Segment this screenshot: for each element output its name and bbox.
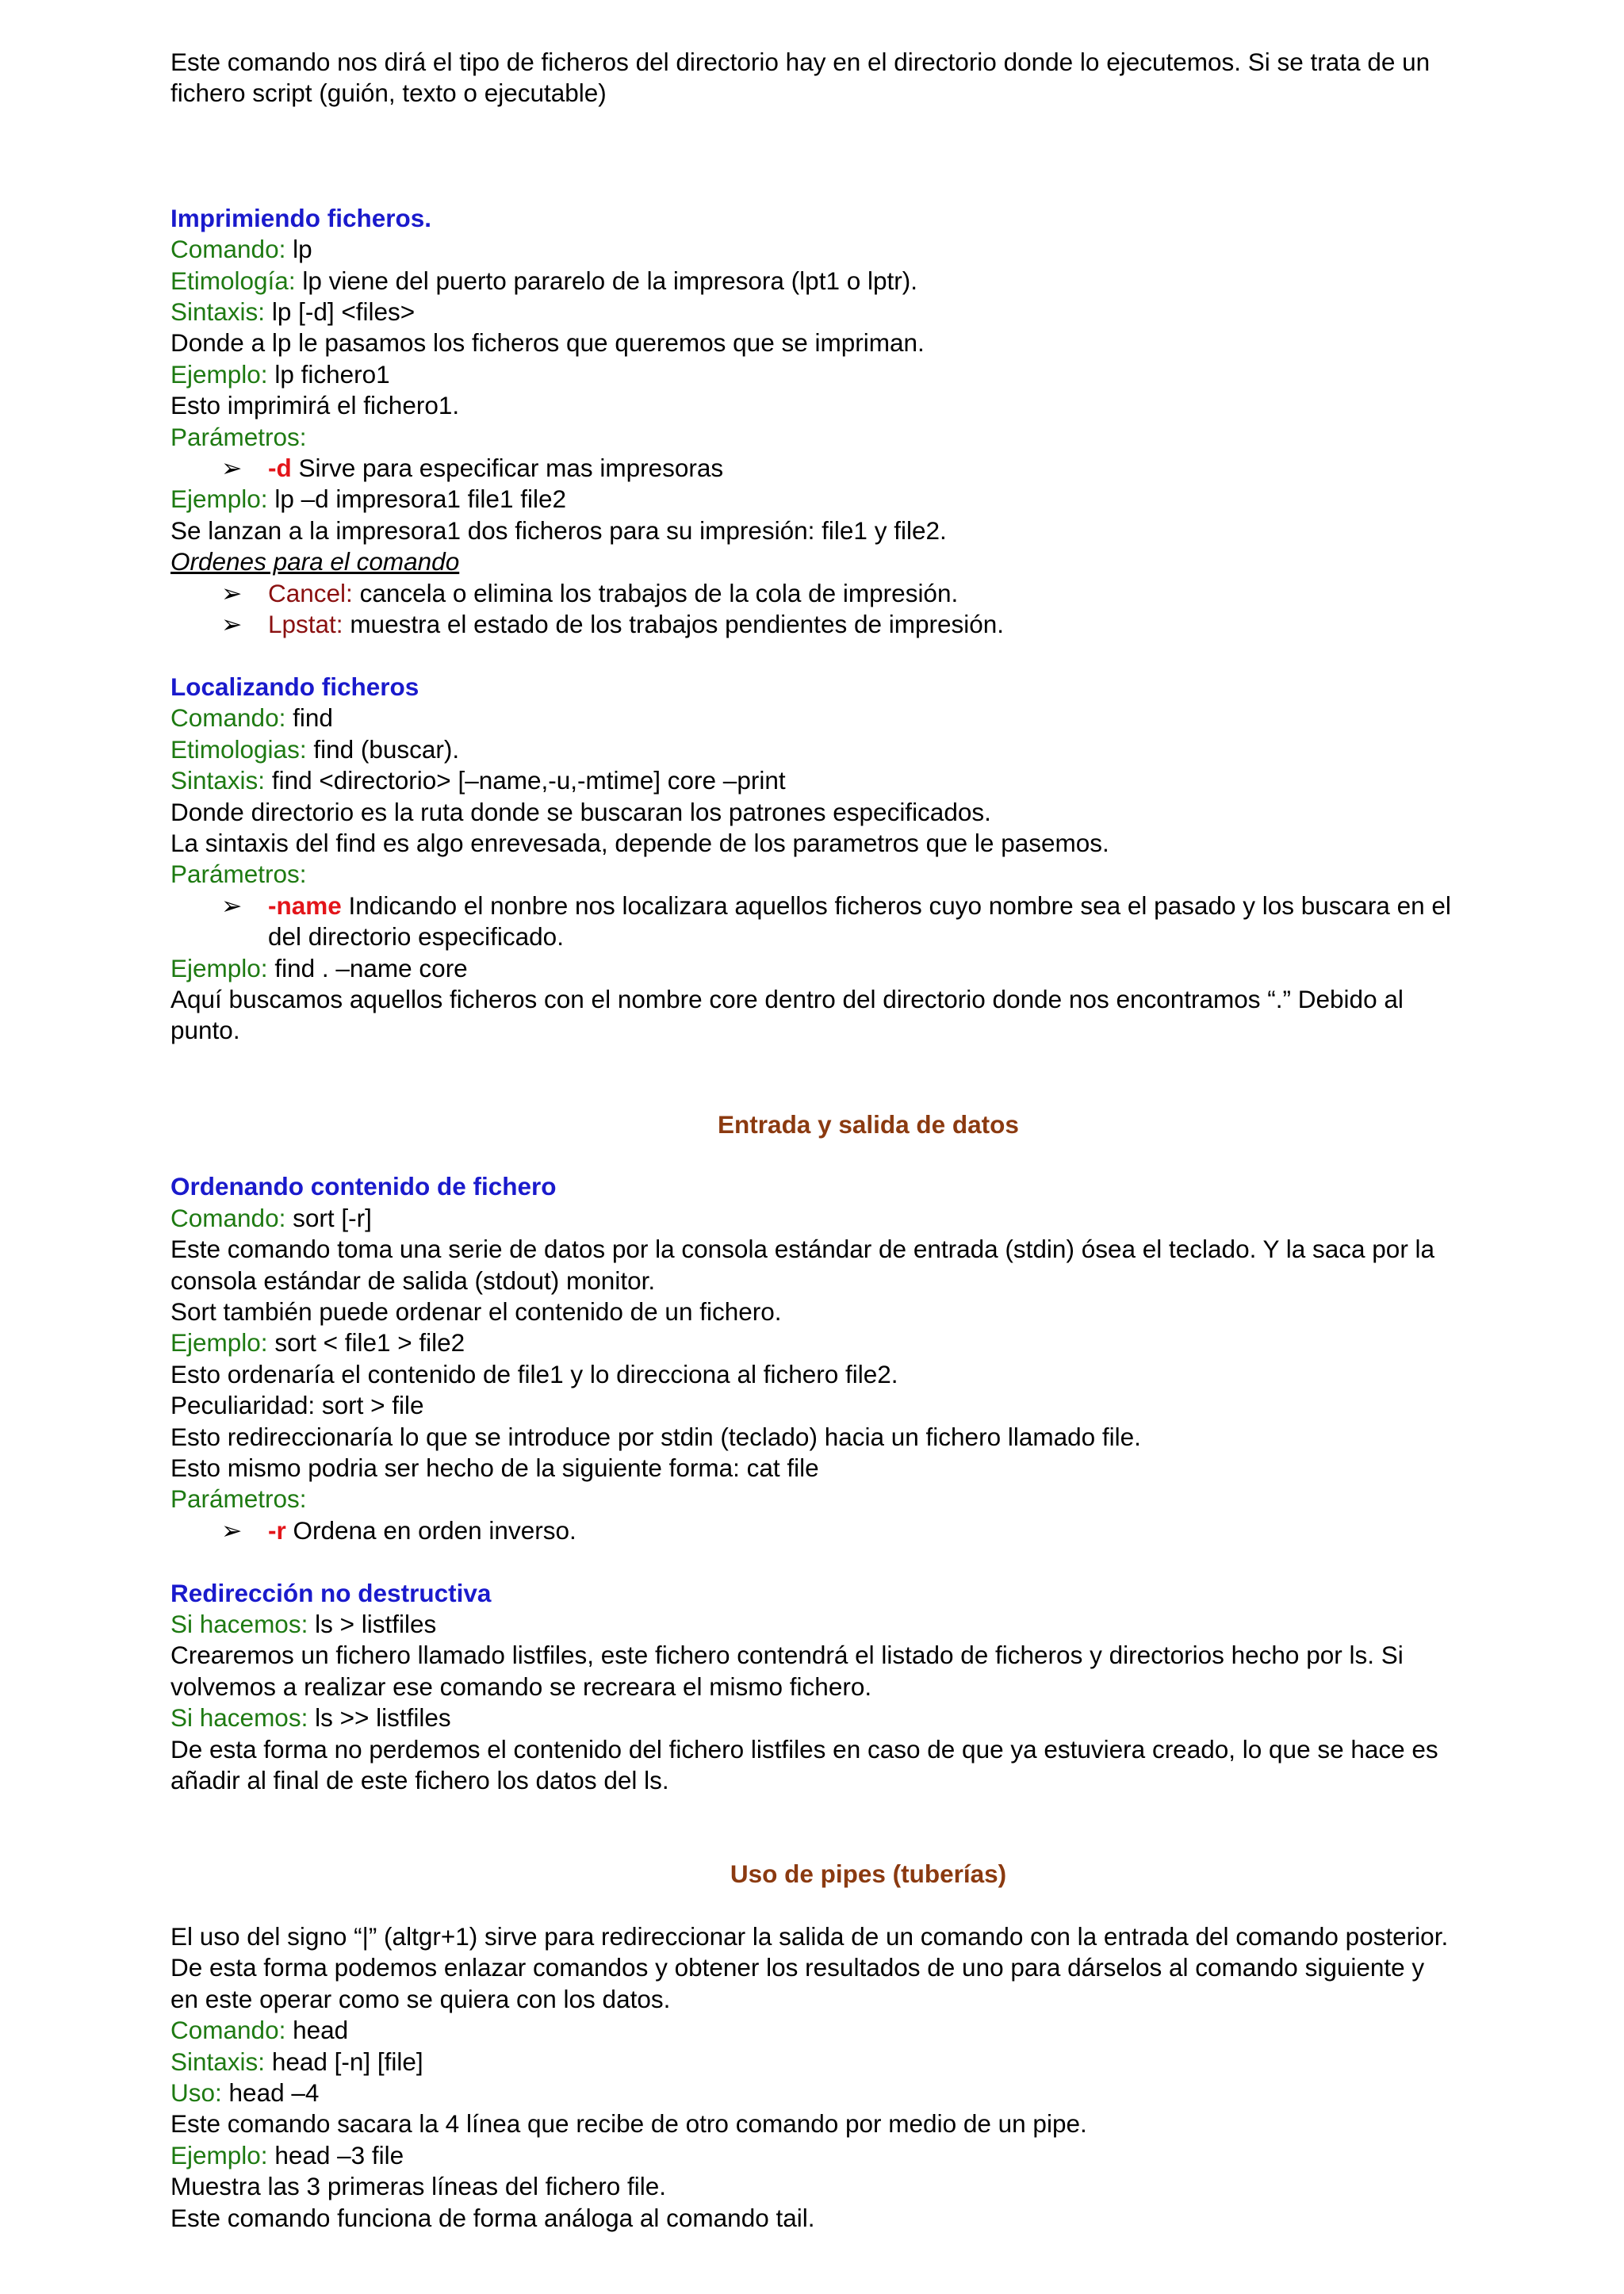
sort-peculiaridad: Peculiaridad: sort > file [170,1391,424,1420]
document-page [170,47,1566,2234]
lp-cancel-bullet: ➢ Cancel: cancela o elimina los trabajos de la cola de impresión. [170,578,1566,609]
lp-ejemplo-2: Ejemplo: lp –d impresora1 file1 file2 [170,484,567,514]
find-etimologia: Etimologias: find (buscar). [170,734,460,764]
sort-comando: Comando: sort [-r] [170,1203,372,1232]
find-ejemplo: Ejemplo: find . –name core [170,953,468,982]
arrow-bullet-icon: ➢ [221,454,243,483]
find-param-bullet: ➢ -name Indicando el nonbre nos localizara aquellos ficheros cuyo nombre sea el pasado y los buscara en el [170,890,1566,921]
find-sintaxis: Sintaxis: find <directorio> [–name,-u,-mtime] core –print [170,766,786,795]
redir-description: volvemos a realizar ese comando se recreara el mismo fichero. [170,1672,872,1701]
section-heading-redireccion: Redirección no destructiva [170,1578,492,1607]
arrow-bullet-icon: ➢ [221,578,243,607]
find-param-bullet-cont: del directorio especificado. [268,922,564,952]
section-heading-sort: Ordenando contenido de fichero [170,1172,557,1201]
sort-ejemplo-desc: Esto ordenaría el contenido de file1 y lo direcciona al fichero file2. [170,1359,898,1388]
sort-description: Este comando toma una serie de datos por la consola estándar de entrada (stdin) ósea el teclado. Y la saca por la [170,1235,1435,1264]
lp-ejemplo-2-desc: Se lanzan a la impresora1 dos ficheros para su impresión: file1 y file2. [170,515,947,545]
section-title-entrada-salida: Entrada y salida de datos [718,1109,1019,1139]
section-heading-lp: Imprimiendo ficheros. [170,203,432,232]
lp-sintaxis: Sintaxis: lp [-d] <files> [170,297,416,327]
find-comando: Comando: find [170,703,333,733]
sort-param-bullet: ➢ -r Ordena en orden inverso. [170,1515,1566,1546]
sort-ejemplo: Ejemplo: sort < file1 > file2 [170,1328,465,1358]
sort-peculiaridad-desc: Esto redireccionaría lo que se introduce por stdin (teclado) hacia un fichero llamado file. [170,1422,1141,1451]
redir-description: añadir al final de este fichero los datos del ls. [170,1766,669,1795]
lp-ordenes-label: Ordenes para el comando [170,547,460,576]
arrow-bullet-icon: ➢ [221,890,243,920]
head-tail-note: Este comando funciona de forma análoga al comando tail. [170,2203,815,2232]
find-ejemplo-desc: punto. [170,1016,240,1045]
redir-si-hacemos: Si hacemos: ls > listfiles [170,1610,437,1639]
intro-line: fichero script (guión, texto o ejecutable) [170,79,607,108]
redir-description: De esta forma no perdemos el contenido del fichero listfiles en caso de que ya estuviera creado, lo que se hace es [170,1734,1438,1764]
find-description: La sintaxis del find es algo enrevesada, depende de los parametros que le pasemos. [170,828,1109,857]
lp-etimologia: Etimología: lp viene del puerto pararelo de la impresora (lpt1 o lptr). [170,266,917,295]
find-ejemplo-desc: Aquí buscamos aquellos ficheros con el nombre core dentro del directorio donde nos encontramos “.” Debido al [170,984,1404,1013]
redir-description: Crearemos un fichero llamado listfiles, este fichero contendrá el listado de ficheros y directorios hecho por ls. Si [170,1641,1404,1670]
lp-lpstat-bullet: ➢ Lpstat: muestra el estado de los trabajos pendientes de impresión. [170,609,1566,640]
lp-comando: Comando: lp [170,235,312,264]
head-uso: Uso: head –4 [170,2078,320,2108]
section-heading-find: Localizando ficheros [170,672,419,701]
arrow-bullet-icon: ➢ [221,610,243,639]
arrow-bullet-icon: ➢ [221,1515,243,1545]
sort-description: consola estándar de salida (stdout) monitor. [170,1266,656,1295]
head-comando: Comando: head [170,2016,349,2045]
lp-description: Donde a lp le pasamos los ficheros que queremos que se impriman. [170,328,925,358]
pipes-paragraph: El uso del signo “|” (altgr+1) sirve para redireccionar la salida de un comando con la entrada del comando posterior. [170,1922,1449,1951]
lp-parametros-label: Parámetros: [170,422,307,451]
lp-param-bullet: ➢ -d Sirve para especificar mas impresoras [170,453,1566,484]
sort-peculiaridad-desc: Esto mismo podria ser hecho de la siguiente forma: cat file [170,1453,819,1482]
find-description: Donde directorio es la ruta donde se buscaran los patrones especificados. [170,797,991,826]
head-sintaxis: Sintaxis: head [-n] [file] [170,2047,423,2076]
lp-ejemplo: Ejemplo: lp fichero1 [170,359,390,389]
lp-ejemplo-desc: Esto imprimirá el fichero1. [170,391,460,420]
pipes-paragraph: De esta forma podemos enlazar comandos y obtener los resultados de uno para dárselos al comando siguiente y [170,1953,1425,1982]
sort-parametros-label: Parámetros: [170,1484,307,1514]
head-ejemplo-desc: Muestra las 3 primeras líneas del fichero file. [170,2172,667,2201]
find-parametros-label: Parámetros: [170,860,307,889]
sort-description: Sort también puede ordenar el contenido de un fichero. [170,1296,782,1326]
section-title-pipes: Uso de pipes (tuberías) [730,1859,1007,1889]
pipes-paragraph: en este operar como se quiera con los datos. [170,1984,671,2013]
intro-line: Este comando nos dirá el tipo de ficheros del directorio hay en el directorio donde lo ejecutemos. Si se trata de un [170,48,1431,76]
head-ejemplo: Ejemplo: head –3 file [170,2140,404,2170]
head-uso-desc: Este comando sacara la 4 línea que recibe de otro comando por medio de un pipe. [170,2109,1087,2139]
redir-si-hacemos: Si hacemos: ls >> listfiles [170,1703,451,1733]
